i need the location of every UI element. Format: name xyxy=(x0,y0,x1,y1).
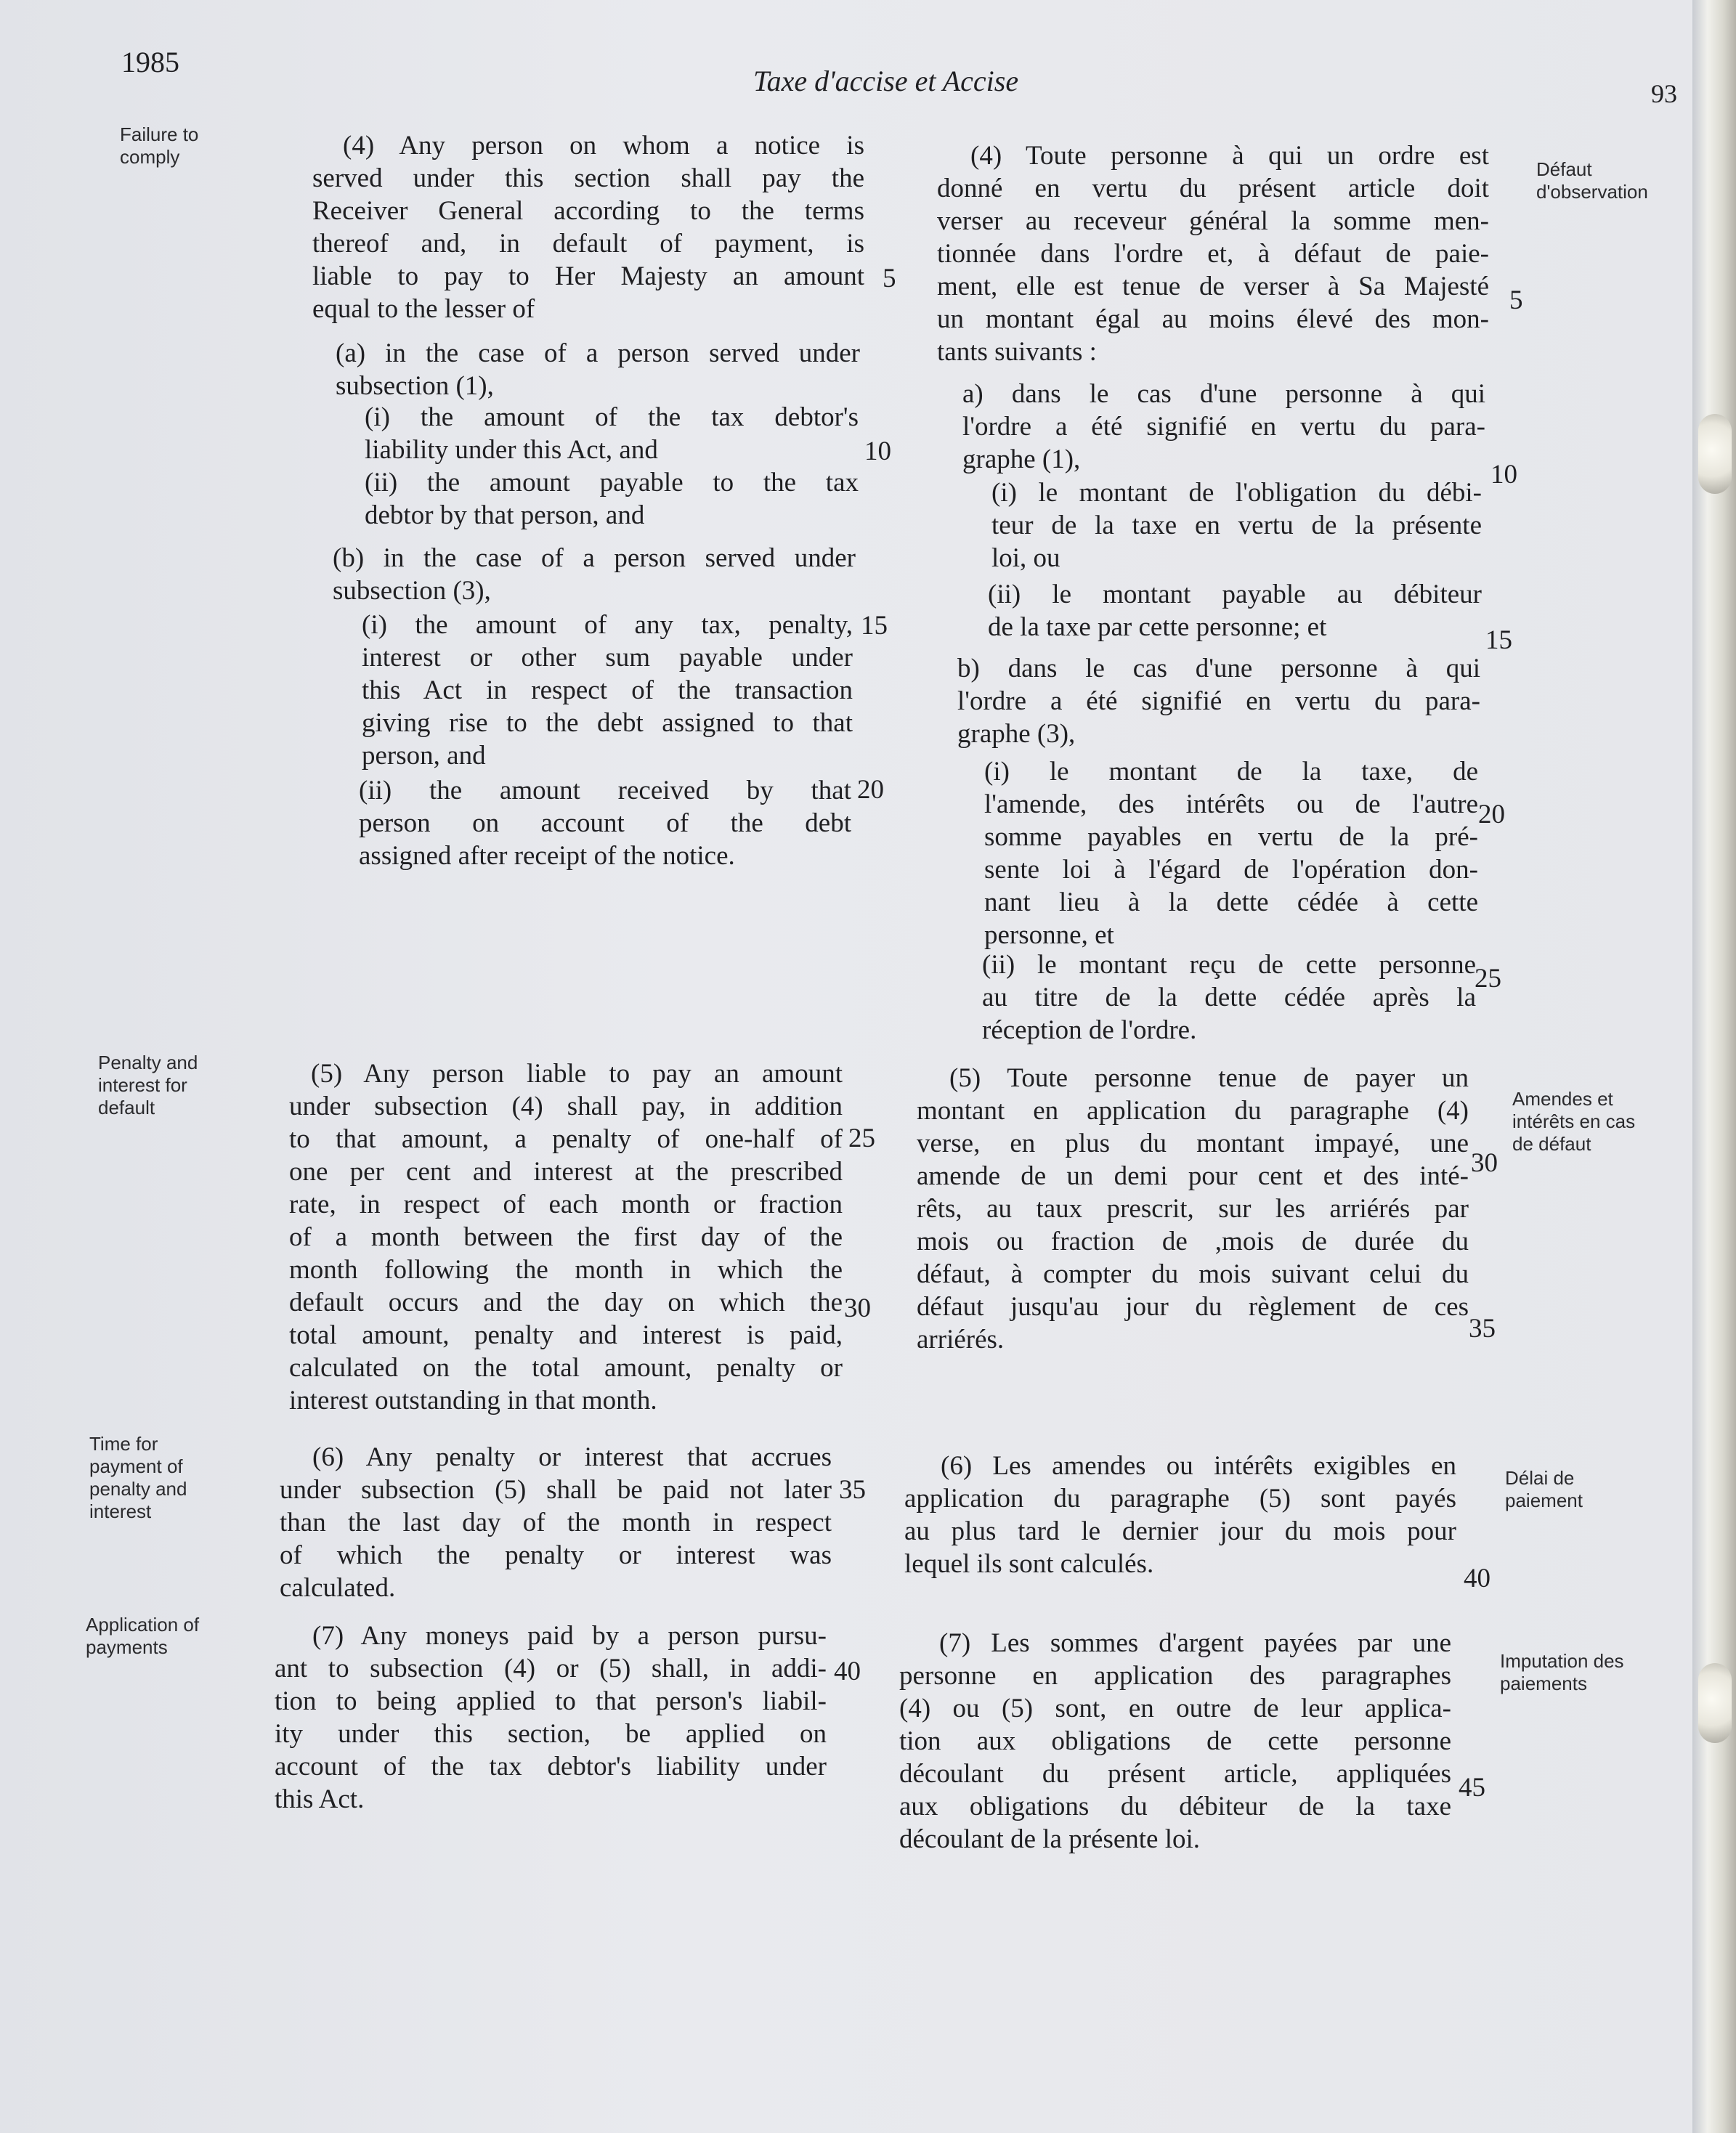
en-subsection-4: (4) Any person on whom a notice is served under this section shall pay the Receiver General according to the terms thereof and, in default of payment, is liable to pay to Her Majesty an amount equal to the lesser of xyxy=(312,131,864,324)
line-number: 15 xyxy=(1485,625,1512,655)
en-paragraph-4a: (a) in the case of a person served under subsection (1), xyxy=(336,338,860,401)
line-number: 20 xyxy=(1478,800,1505,829)
line-number: 30 xyxy=(844,1293,871,1323)
binder-tab xyxy=(1698,414,1732,494)
line-number: 30 xyxy=(1471,1148,1498,1178)
margin-note-imputation: Imputation des paiements xyxy=(1500,1650,1624,1694)
en-subsection-6: (6) Any penalty or interest that accrues under subsection (5) shall be paid not later than the last day of the month in respect of which the penalty or interest was calculated. xyxy=(280,1442,832,1603)
fr-subpara-4b-i: (i) le montant de la taxe, de l'amende, des intérêts ou de l'autre somme payables en vertu de la pré- sente loi à l'égard de l'opération don- nant lieu à la dette cédée à cette personne, et xyxy=(984,757,1478,950)
margin-note-defaut: Défaut d'observation xyxy=(1536,158,1648,203)
fr-subpara-4b-ii: (ii) le montant reçu de cette personne au titre de la dette cédée après la réception de l'ordre. xyxy=(982,950,1476,1045)
line-number: 25 xyxy=(848,1124,875,1153)
line-number: 5 xyxy=(1509,285,1523,315)
line-number: 35 xyxy=(1469,1314,1496,1344)
fr-subpara-4a-ii: (ii) le montant payable au débiteur de la taxe par cette personne; et xyxy=(988,580,1482,642)
line-number: 40 xyxy=(1464,1564,1490,1593)
header-year: 1985 xyxy=(121,46,179,78)
page-number: 93 xyxy=(1651,79,1677,108)
en-subpara-4b-ii: (ii) the amount received by that person on account of the debt assigned after receipt of the notice. xyxy=(359,776,851,871)
line-number: 45 xyxy=(1459,1773,1485,1803)
margin-note-application: Application of payments xyxy=(86,1614,200,1658)
binder-tab xyxy=(1698,1663,1732,1743)
line-number: 35 xyxy=(839,1475,866,1505)
line-number: 15 xyxy=(861,611,888,641)
page-edge xyxy=(1692,0,1736,2133)
line-number: 10 xyxy=(864,436,891,466)
fr-subsection-5: (5) Toute personne tenue de payer un montant en application du paragraphe (4) verse, en plus du montant impayé, une amende de un demi pour cent et des inté- rêts, au taux prescrit, sur les arriérés par mois ou fraction de ,mois de durée du défaut, à compter du mois suivant celui du défaut jusqu'au jour du règlement de ces arriérés. xyxy=(917,1063,1469,1354)
en-paragraph-4b: (b) in the case of a person served under subsection (3), xyxy=(333,543,856,606)
margin-note-delai: Délai de paiement xyxy=(1505,1467,1583,1511)
fr-subsection-4: (4) Toute personne à qui un ordre est donné en vertu du présent article doit verser au receveur général la somme men- tionnée dans l'ordre et, à défaut de paie- ment, elle est tenue de verser à Sa Majesté un montant égal au moins élevé des mon- tants suivants : xyxy=(937,141,1489,367)
line-number: 40 xyxy=(834,1657,861,1686)
fr-subsection-6: (6) Les amendes ou intérêts exigibles en application du paragraphe (5) sont payés au plus tard le dernier jour du mois pour lequel ils sont calculés. xyxy=(904,1451,1456,1579)
margin-note-time: Time for payment of penalty and interest xyxy=(89,1433,187,1522)
margin-note-amendes: Amendes et intérêts en cas de défaut xyxy=(1512,1088,1636,1155)
en-subpara-4a-i: (i) the amount of the tax debtor's liability under this Act, and xyxy=(365,402,859,465)
line-number: 25 xyxy=(1475,964,1501,994)
en-subpara-4b-i: (i) the amount of any tax, penalty, interest or other sum payable under this Act in respect of the transaction giving rise to the debt assigned to that person, and xyxy=(362,610,853,771)
line-number: 20 xyxy=(857,775,884,805)
fr-paragraph-4a: a) dans le cas d'une personne à qui l'ordre a été signifié en vertu du para- graphe (1), xyxy=(962,379,1485,474)
margin-note-penalty: Penalty and interest for default xyxy=(98,1052,198,1118)
line-number: 10 xyxy=(1490,460,1517,489)
en-subsection-7: (7) Any moneys paid by a person pursu- ant to subsection (4) or (5) shall, in addi- tion to being applied to that person's liabil- ity under this section, be applied on account of the tax debtor's liability under this Act. xyxy=(275,1621,827,1814)
line-number: 5 xyxy=(883,264,896,293)
fr-paragraph-4b: b) dans le cas d'une personne à qui l'ordre a été signifié en vertu du para- graphe (3), xyxy=(957,654,1480,749)
margin-note-failure: Failure to comply xyxy=(120,123,199,168)
en-subpara-4a-ii: (ii) the amount payable to the tax debtor by that person, and xyxy=(365,468,859,530)
fr-subsection-7: (7) Les sommes d'argent payées par une personne en application des paragraphes (4) ou (5) sont, en outre de leur applica- tion aux obligations de cette personne découlant du présent article, appliquées aux obligations du débiteur de la taxe découlant de la présente loi. xyxy=(899,1628,1451,1854)
header-title: Taxe d'accise et Accise xyxy=(753,65,1019,97)
fr-subpara-4a-i: (i) le montant de l'obligation du débi- teur de la taxe en vertu de la présente loi, ou xyxy=(991,478,1482,573)
en-subsection-5: (5) Any person liable to pay an amount under subsection (4) shall pay, in addition to that amount, a penalty of one-half of one per cent and interest at the prescribed rate, in respect of each month or fraction of a month between the first day of the month following the month in which the default occurs and the day on which the total amount, penalty and interest is paid, calculated on the total amount, penalty or interest outstanding in that month. xyxy=(289,1059,843,1415)
